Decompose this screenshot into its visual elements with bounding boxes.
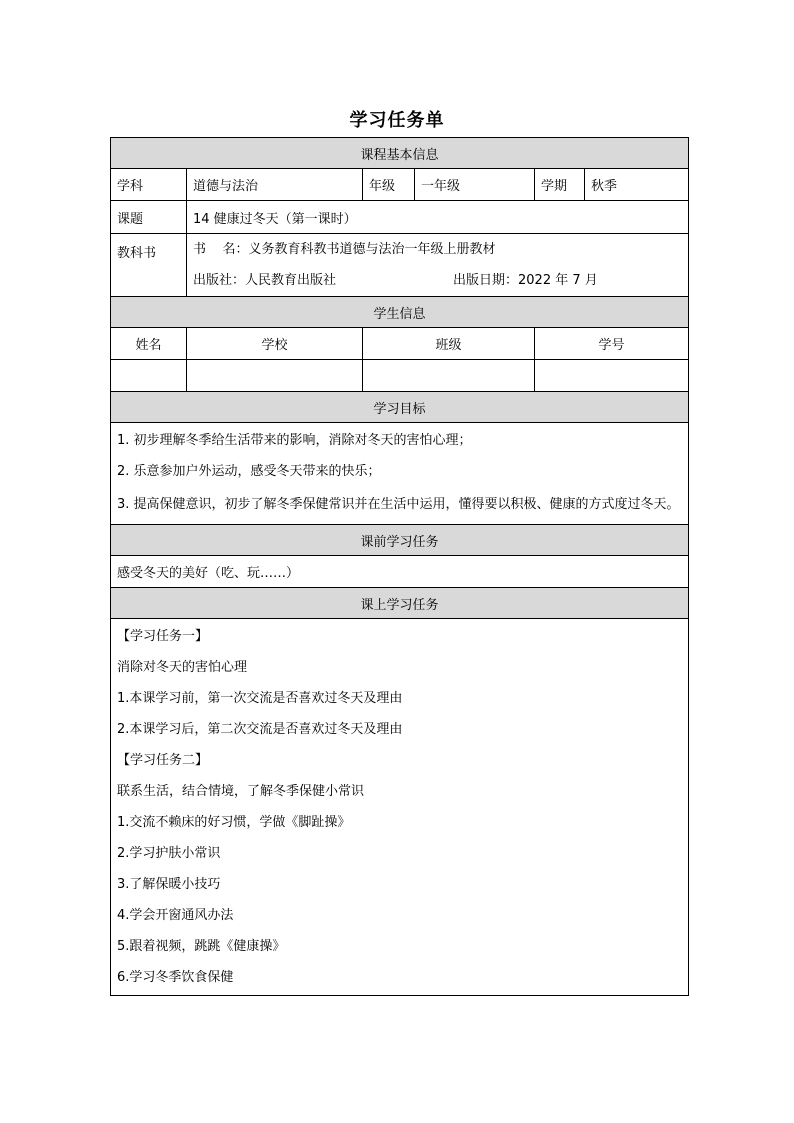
header-student-id: 学号: [535, 328, 689, 360]
task2-desc: 联系生活，结合情境，了解冬季保健小常识: [117, 784, 365, 799]
section-in-class: 课上学习任务: [111, 588, 689, 619]
term-label: 学期: [535, 169, 585, 201]
task1-title: 【学习任务一】: [117, 629, 209, 644]
publisher: 出版社：人民教育出版社: [193, 273, 337, 288]
objective-item: 2. 乐意参加户外运动，感受冬天带来的快乐；: [117, 464, 381, 479]
section-student-info: 学生信息: [111, 297, 689, 328]
cell-name[interactable]: [111, 360, 187, 392]
page-title: 学习任务单: [349, 110, 445, 131]
objective-item: 3. 提高保健意识，初步了解冬季保健常识并在生活中运用，懂得要以积极、健康的方式度过冬天。: [117, 497, 680, 512]
grade-value: 一年级: [415, 169, 535, 201]
header-name: 姓名: [111, 328, 187, 360]
task2-title: 【学习任务二】: [117, 753, 209, 768]
subject-label: 学科: [111, 169, 187, 201]
cell-student-id[interactable]: [535, 360, 689, 392]
term-value: 秋季: [585, 169, 689, 201]
task1-item: 2.本课学习后，第二次交流是否喜欢过冬天及理由: [117, 722, 403, 737]
publisher-row: [193, 265, 682, 296]
task2-item: 2.学习护肤小常识: [117, 846, 221, 861]
publish-date: 出版日期：2022 年 7 月: [453, 273, 598, 288]
grade-label: 年级: [363, 169, 415, 201]
cell-class[interactable]: [363, 360, 535, 392]
task1-item: 1.本课学习前，第一次交流是否喜欢过冬天及理由: [117, 691, 403, 706]
topic-label: 课题: [111, 201, 187, 234]
task2-item: 4.学会开窗通风办法: [117, 908, 234, 923]
header-class: 班级: [363, 328, 535, 360]
task-sheet-table: [110, 137, 689, 996]
subject-value: 道德与法治: [187, 169, 363, 201]
book-name: 书 名：义务教育科教书道德与法治一年级上册教材: [193, 242, 496, 257]
topic-value: 14 健康过冬天（第一课时）: [187, 201, 689, 234]
cell-school[interactable]: [187, 360, 363, 392]
section-pre-class: 课前学习任务: [111, 525, 689, 556]
header-school: 学校: [187, 328, 363, 360]
section-objectives: 学习目标: [111, 392, 689, 423]
textbook-label: 教科书: [111, 234, 187, 297]
task2-item: 1.交流不赖床的好习惯，学做《脚趾操》: [117, 815, 351, 830]
task2-item: 6.学习冬季饮食保健: [117, 970, 234, 985]
task2-item: 5.跟着视频，跳跳《健康操》: [117, 939, 286, 954]
pre-class-task: 感受冬天的美好（吃、玩……）: [111, 556, 689, 588]
section-course-info: 课程基本信息: [111, 138, 689, 169]
task1-desc: 消除对冬天的害怕心理: [117, 660, 248, 675]
objective-item: 1. 初步理解冬季给生活带来的影响，消除对冬天的害怕心理；: [117, 433, 472, 448]
task2-item: 3.了解保暖小技巧: [117, 877, 221, 892]
